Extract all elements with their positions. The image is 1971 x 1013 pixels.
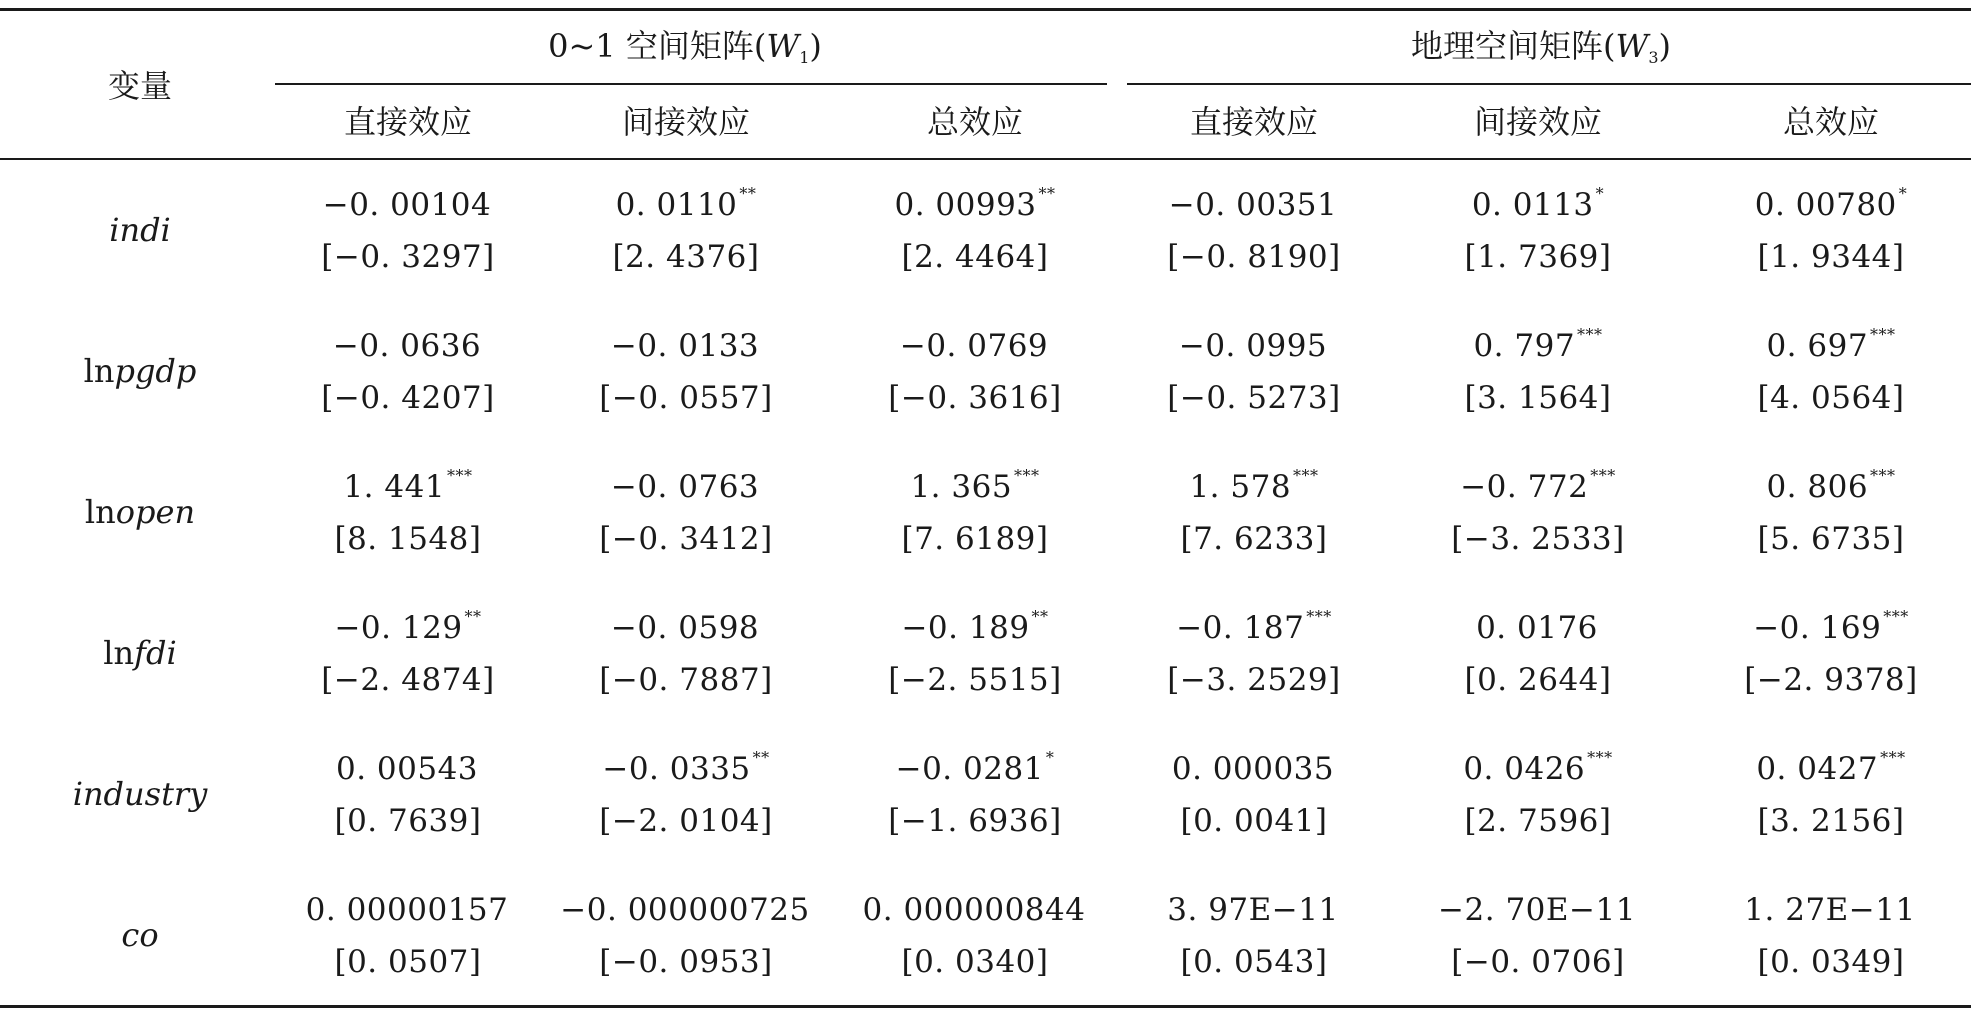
header-bottom-rule (0, 158, 1971, 160)
group2-header (1410, 27, 1672, 67)
group1-w: W (766, 27, 800, 65)
coefficient-value: −0. 189 (901, 610, 1030, 646)
t-statistic-cell: [−0. 7887] (599, 662, 773, 698)
t-statistic-cell: [0. 0340] (901, 944, 1049, 980)
coefficient-cell (1756, 748, 1906, 787)
coefficient-cell (1438, 892, 1638, 928)
col-header-indirect-w1: 间接效应 (621, 103, 751, 141)
coefficient-value: 0. 00993 (894, 187, 1037, 223)
group1-underline (275, 83, 1107, 85)
group2-underline (1127, 83, 1971, 85)
row-label-variable: open (115, 493, 196, 531)
significance-stars: *** (1883, 607, 1909, 626)
coefficient-cell (610, 610, 761, 646)
coefficient-value: −0. 0598 (610, 610, 760, 646)
significance-stars: *** (1880, 748, 1906, 767)
row-label (109, 211, 171, 249)
row-label-variable: industry (72, 775, 208, 813)
row-label-variable: indi (109, 211, 171, 249)
t-statistic-cell: [−0. 3616] (888, 380, 1062, 416)
coefficient-cell (1189, 466, 1319, 505)
t-statistic-cell: [−0. 0557] (599, 380, 773, 416)
coefficient-value: 0. 0176 (1476, 610, 1598, 646)
significance-stars: ** (464, 607, 482, 626)
significance-stars: *** (1577, 325, 1603, 344)
group2-sub: 3 (1648, 48, 1659, 67)
group2-w: W (1615, 27, 1649, 65)
coefficient-value: −0. 0636 (332, 328, 482, 364)
coefficient-cell (1744, 892, 1917, 928)
coefficient-value: −0. 0335 (602, 751, 751, 787)
coefficient-cell (332, 328, 483, 364)
t-statistic-cell: [7. 6233] (1180, 521, 1328, 557)
t-statistic-cell: [−2. 0104] (599, 803, 773, 839)
coefficient-cell (343, 466, 473, 505)
group1-sub: 1 (799, 48, 810, 67)
coefficient-value: 0. 797 (1473, 328, 1576, 364)
row-label (121, 916, 159, 954)
significance-stars: *** (1014, 466, 1040, 485)
significance-stars: ** (739, 184, 757, 203)
row-label-prefix: ln (84, 493, 116, 531)
t-statistic-cell: [0. 7639] (334, 803, 482, 839)
t-statistic-cell: [−2. 9378] (1744, 662, 1918, 698)
coefficient-value: −0. 187 (1176, 610, 1305, 646)
coefficient-cell (1766, 466, 1896, 505)
coefficient-cell (1753, 607, 1909, 646)
group1-header (548, 27, 822, 67)
row-label (84, 493, 196, 531)
coefficient-cell (1168, 187, 1340, 223)
significance-stars: *** (1590, 466, 1616, 485)
significance-stars: * (1595, 184, 1605, 203)
row-label (72, 775, 208, 813)
t-statistic-cell: [−2. 4874] (321, 662, 495, 698)
t-statistic-cell: [8. 1548] (334, 521, 482, 557)
row-label-variable: fdi (134, 634, 177, 672)
coefficient-cell (322, 187, 494, 223)
t-statistic-cell: [0. 0349] (1757, 944, 1905, 980)
group1-suffix: ) (809, 27, 822, 65)
t-statistic-cell: [−0. 0953] (599, 944, 773, 980)
coefficient-value: −0. 0281 (895, 751, 1044, 787)
coefficient-value: −0. 772 (1460, 469, 1589, 505)
group2-prefix: 地理空间矩阵( (1410, 27, 1616, 65)
significance-stars: *** (1306, 607, 1332, 626)
row-label-prefix: ln (83, 352, 115, 390)
coefficient-value: 0. 00000157 (305, 892, 509, 928)
coefficient-cell (1754, 184, 1908, 223)
coefficient-cell (1473, 325, 1603, 364)
table-bottom-rule (0, 1005, 1971, 1008)
row-label-variable: pgdp (114, 352, 197, 390)
coefficient-cell (610, 328, 761, 364)
coefficient-value: 0. 00780 (1754, 187, 1897, 223)
row-label (83, 352, 197, 390)
coefficient-cell (610, 469, 761, 505)
t-statistic-cell: [−2. 5515] (888, 662, 1062, 698)
t-statistic-cell: [−0. 4207] (321, 380, 495, 416)
coefficient-value: 0. 697 (1766, 328, 1869, 364)
t-statistic-cell: [2. 7596] (1464, 803, 1612, 839)
coefficient-cell (894, 184, 1056, 223)
coefficient-value: −2. 70E−11 (1438, 892, 1636, 928)
coefficient-cell (335, 751, 480, 787)
coefficient-value: −0. 00351 (1168, 187, 1338, 223)
coefficient-cell (901, 607, 1049, 646)
coefficient-value: −0. 0995 (1178, 328, 1328, 364)
t-statistic-cell: [2. 4464] (901, 239, 1049, 275)
significance-stars: *** (1293, 466, 1319, 485)
t-statistic-cell: [1. 9344] (1757, 239, 1905, 275)
coefficient-cell (1460, 466, 1616, 505)
coefficient-cell (910, 466, 1040, 505)
t-statistic-cell: [−0. 3412] (599, 521, 773, 557)
col-header-direct-w3: 直接效应 (1189, 103, 1319, 141)
coefficient-cell (334, 607, 482, 646)
table-top-rule (0, 8, 1971, 11)
t-statistic-cell: [4. 0564] (1757, 380, 1905, 416)
significance-stars: *** (1870, 466, 1896, 485)
coefficient-value: −0. 0769 (899, 328, 1049, 364)
coefficient-cell (1476, 610, 1600, 646)
coefficient-cell (560, 892, 811, 928)
coefficient-cell (615, 184, 757, 223)
t-statistic-cell: [−0. 5273] (1167, 380, 1341, 416)
coefficient-value: −0. 0763 (610, 469, 760, 505)
t-statistic-cell: [2. 4376] (612, 239, 760, 275)
t-statistic-cell: [−0. 0706] (1451, 944, 1625, 980)
coefficient-value: 0. 0427 (1756, 751, 1879, 787)
coefficient-cell (895, 748, 1055, 787)
t-statistic-cell: [−0. 8190] (1167, 239, 1341, 275)
t-statistic-cell: [3. 1564] (1464, 380, 1612, 416)
coefficient-cell (1463, 748, 1613, 787)
t-statistic-cell: [−1. 6936] (888, 803, 1062, 839)
coefficient-value: 0. 000000844 (862, 892, 1086, 928)
t-statistic-cell: [−3. 2529] (1167, 662, 1341, 698)
coefficient-value: 0. 0110 (615, 187, 738, 223)
coefficient-cell (1471, 184, 1605, 223)
coefficient-value: −0. 0133 (610, 328, 760, 364)
group1-prefix: 0~1 空间矩阵( (548, 27, 767, 65)
coefficient-value: 0. 806 (1766, 469, 1869, 505)
row-label (103, 634, 177, 672)
significance-stars: *** (447, 466, 473, 485)
t-statistic-cell: [0. 0543] (1180, 944, 1328, 980)
col-header-direct-w1: 直接效应 (343, 103, 473, 141)
coefficient-value: −0. 129 (334, 610, 463, 646)
coefficient-cell (1178, 328, 1329, 364)
coefficient-value: 1. 27E−11 (1744, 892, 1916, 928)
group2-suffix: ) (1658, 27, 1672, 65)
t-statistic-cell: [7. 6189] (901, 521, 1049, 557)
t-statistic-cell: [0. 0041] (1180, 803, 1328, 839)
coefficient-cell (1171, 751, 1336, 787)
coefficient-value: 1. 441 (343, 469, 446, 505)
significance-stars: ** (1031, 607, 1049, 626)
t-statistic-cell: [3. 2156] (1757, 803, 1905, 839)
t-statistic-cell: [−3. 2533] (1451, 521, 1625, 557)
significance-stars: *** (1587, 748, 1613, 767)
coefficient-cell (602, 748, 770, 787)
significance-stars: ** (1038, 184, 1056, 203)
t-statistic-cell: [−0. 3297] (321, 239, 495, 275)
t-statistic-cell: [0. 2644] (1464, 662, 1612, 698)
coefficient-cell (862, 892, 1088, 928)
coefficient-value: 0. 0113 (1471, 187, 1594, 223)
t-statistic-cell: [0. 0507] (334, 944, 482, 980)
coefficient-value: 1. 365 (910, 469, 1013, 505)
row-label-variable: co (121, 916, 159, 954)
coefficient-value: 3. 97E−11 (1167, 892, 1339, 928)
coefficient-cell (305, 892, 511, 928)
variable-header: 变量 (107, 67, 173, 105)
t-statistic-cell: [5. 6735] (1757, 521, 1905, 557)
t-statistic-cell: [1. 7369] (1464, 239, 1612, 275)
coefficient-value: 0. 0426 (1463, 751, 1586, 787)
significance-stars: ** (752, 748, 770, 767)
col-header-total-w1: 总效应 (926, 103, 1024, 141)
row-label-prefix: ln (103, 634, 135, 672)
coefficient-value: −0. 00104 (322, 187, 492, 223)
col-header-total-w3: 总效应 (1782, 103, 1880, 141)
col-header-indirect-w3: 间接效应 (1473, 103, 1603, 141)
coefficient-cell (1176, 607, 1332, 646)
coefficient-cell (1167, 892, 1340, 928)
significance-stars: * (1898, 184, 1908, 203)
coefficient-value: 1. 578 (1189, 469, 1292, 505)
coefficient-value: 0. 000035 (1171, 751, 1335, 787)
coefficient-cell (1766, 325, 1896, 364)
coefficient-value: −0. 000000725 (560, 892, 810, 928)
coefficient-cell (899, 328, 1050, 364)
coefficient-value: 0. 00543 (335, 751, 479, 787)
significance-stars: *** (1870, 325, 1896, 344)
coefficient-value: −0. 169 (1753, 610, 1882, 646)
significance-stars: * (1045, 748, 1055, 767)
